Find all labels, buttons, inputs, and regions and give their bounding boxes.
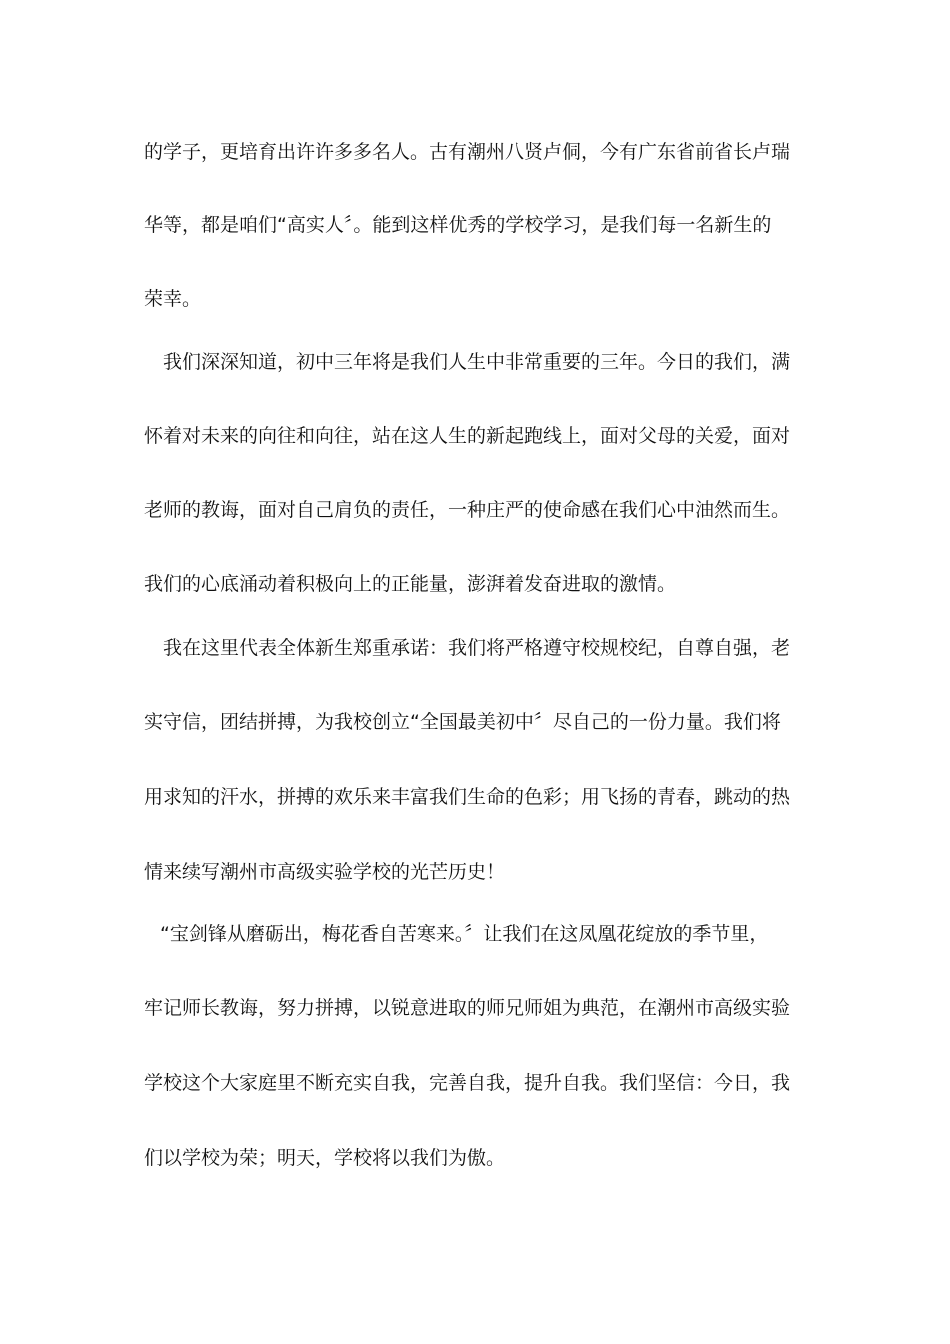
text-line-11: 情来续写潮州市高级实验学校的光芒历史！ bbox=[144, 861, 506, 883]
text-line-6: 老师的教诲，面对自己肩负的责任，一种庄严的使命感在我们心中油然而生。 bbox=[144, 499, 791, 521]
text-line-4: 我们深深知道，初中三年将是我们人生中非常重要的三年。今日的我们，满 bbox=[163, 351, 791, 373]
text-line-10: 用求知的汗水，拼搏的欢乐来丰富我们生命的色彩；用飞扬的青春，跳动的热 bbox=[144, 786, 791, 808]
text-line-8: 我在这里代表全体新生郑重承诺：我们将严格遵守校规校纪，自尊自强，老 bbox=[163, 637, 791, 659]
text-line-1: 的学子，更培育出许许多多名人。古有潮州八贤卢侗，今有广东省前省长卢瑞 bbox=[144, 141, 791, 163]
text-line-7: 我们的心底涌动着积极向上的正能量，澎湃着发奋进取的激情。 bbox=[144, 573, 677, 595]
text-line-13: 牢记师长教诲，努力拼搏，以锐意进取的师兄师姐为典范，在潮州市高级实验 bbox=[144, 997, 791, 1019]
text-line-2: 华等，都是咱们“高实人〞。能到这样优秀的学校学习，是我们每一名新生的 bbox=[144, 214, 772, 236]
text-line-12: “宝剑锋从磨砺出，梅花香自苦寒来。〞让我们在这凤凰花绽放的季节里， bbox=[160, 923, 769, 945]
text-line-5: 怀着对未来的向往和向往，站在这人生的新起跑线上，面对父母的关爱，面对 bbox=[144, 425, 791, 447]
text-line-3: 荣幸。 bbox=[144, 288, 202, 310]
text-line-9: 实守信，团结拼搏，为我校创立“全国最美初中〞尽自己的一份力量。我们将 bbox=[144, 711, 781, 733]
text-line-15: 们以学校为荣；明天，学校将以我们为傲。 bbox=[144, 1147, 506, 1169]
text-line-14: 学校这个大家庭里不断充实自我，完善自我，提升自我。我们坚信：今日，我 bbox=[144, 1072, 791, 1094]
